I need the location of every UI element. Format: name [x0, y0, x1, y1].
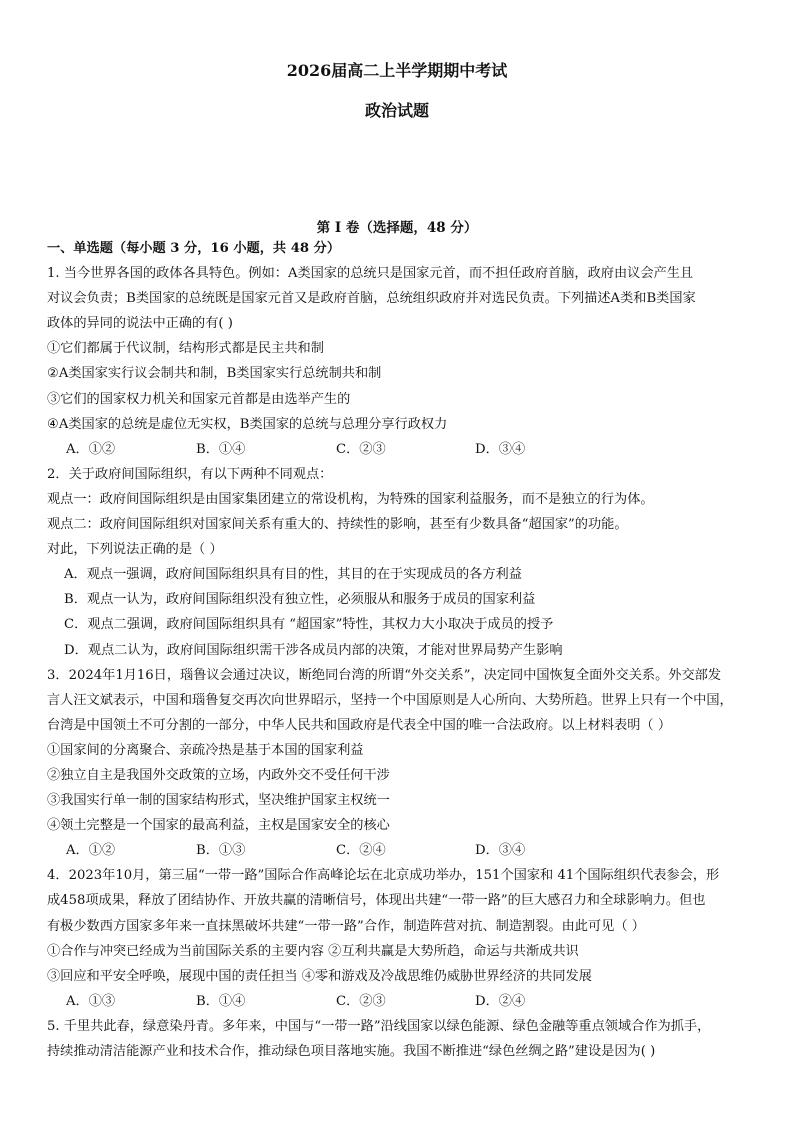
- option-a[interactable]: A．观点一强调，政府间国际组织具有目的性，其目的在于实现成员的各方利益: [64, 567, 522, 583]
- statement: ②独立自主是我国外交政策的立场，内政外交不受任何干涉: [47, 767, 390, 783]
- question-stem-line: 有极少数西方国家多年来一直抹黑破坏共建“一带一路”合作，制造阵营对抗、制造割裂。由此可见（ ）: [47, 918, 645, 934]
- answer-options: [47, 989, 767, 1014]
- option-d[interactable]: D．②④: [475, 993, 526, 1009]
- question-stem-line: 对此，下列说法正确的是（ ）: [47, 542, 223, 558]
- question-stem-line: 1. 当今世界各国的政体各具特色。例如：A类国家的总统只是国家元首，而不担任政府首脑，政府由议会产生且: [47, 266, 694, 282]
- question-1: [47, 261, 767, 462]
- statement: ④A类国家的总统是虚位无实权，B类国家的总统与总理分享行政权力: [47, 416, 448, 432]
- answer-options: [47, 437, 767, 462]
- question-stem-line: 3．2024年1月16日，瑙鲁议会通过决议，断绝同台湾的所谓“外交关系”，决定同中国恢复全面外交关系。外交部发: [47, 667, 722, 683]
- statement: ③我国实行单一制的国家结构形式，坚决维护国家主权统一: [47, 793, 390, 809]
- statement: ④领土完整是一个国家的最高利益，主权是国家安全的核心: [47, 818, 390, 834]
- option-c[interactable]: C．②③: [336, 441, 386, 457]
- question-stem-line: 持续推动清洁能源产业和技术合作，推动绿色项目落地实施。我国不断推进“绿色丝绸之路”建设是因为( ): [47, 1044, 656, 1059]
- option-b[interactable]: B．①④: [196, 441, 246, 457]
- statement: ①它们都属于代议制，结构形式都是民主共和制: [47, 341, 324, 357]
- statement: ②A类国家实行议会制共和制，B类国家实行总统制共和制: [47, 366, 382, 382]
- volume-title: 第 I 卷（选择题，48 分）: [316, 220, 478, 236]
- option-d[interactable]: D．③④: [475, 441, 526, 457]
- option-c[interactable]: C．②④: [336, 843, 386, 859]
- question-stem-line: 言人汪文斌表示，中国和瑙鲁复交再次向世界昭示，坚持一个中国原则是人心所向、大势所趋。世界上只有一个中国，: [47, 692, 733, 708]
- statement: ③它们的国家权力机关和国家元首都是由选举产生的: [47, 391, 351, 407]
- option-b[interactable]: B．①③: [196, 843, 246, 859]
- question-stem-line: 政体的异同的说法中正确的有( ): [47, 316, 233, 332]
- exam-title: 2026届高二上半学期期中考试: [286, 61, 508, 80]
- answer-options: [47, 838, 767, 863]
- option-a[interactable]: A．①③: [66, 993, 116, 1009]
- statement: ①合作与冲突已经成为当前国际关系的主要内容 ②互利共赢是大势所趋，命运与共渐成共识: [47, 943, 579, 959]
- section-title: 一、单选题（每小题 3 分，16 小题，共 48 分）: [47, 241, 341, 256]
- question-3: [47, 663, 767, 864]
- option-b[interactable]: B．①④: [196, 993, 246, 1009]
- option-c[interactable]: C．②③: [336, 993, 386, 1009]
- question-stem-line: 观点一：政府间国际组织是由国家集团建立的常设机构，为特殊的国家利益服务，而不是独立的行为体。: [47, 491, 654, 507]
- question-stem-line: 4．2023年10月，第三届“一带一路”国际合作高峰论坛在北京成功举办，151个国家和 41个国际组织代表参会，形: [47, 868, 720, 884]
- exam-subtitle: 政治试题: [364, 101, 429, 120]
- question-stem-line: 对议会负责；B类国家的总统既是国家元首又是政府首脑，总统组织政府并对选民负责。下列描述A类和B类国家: [47, 291, 696, 307]
- statement: ③回应和平安全呼唤，展现中国的责任担当 ④零和游戏及冷战思维仍威胁世界经济的共同发展: [47, 968, 592, 984]
- question-stem-line: 台湾是中国领土不可分割的一部分，中华人民共和国政府是代表全中国的唯一合法政府。以上材料表明（ ）: [47, 717, 672, 733]
- question-4: [47, 863, 767, 1014]
- question-stem-line: 2．关于政府间国际组织，有以下两种不同观点：: [47, 466, 333, 482]
- option-b[interactable]: B．观点一认为，政府间国际组织没有独立性，必须服从和服务于成员的国家利益: [64, 592, 536, 608]
- question-stem-line: 成458项成果，释放了团结协作、开放共赢的清晰信号，体现出共建“一带一路”的巨大感召力和全球影响力。但也: [47, 893, 706, 909]
- question-2: [47, 462, 767, 663]
- option-d[interactable]: D．③④: [475, 843, 526, 859]
- option-d[interactable]: D．观点二认为，政府间国际组织需干涉各成员内部的决策，才能对世界局势产生影响: [64, 642, 563, 658]
- question-stem-line: 5. 千里共此春，绿意染丹青。多年来，中国与“一带一路”沿线国家以绿色能源、绿色金融等重点领域合作为抓手，: [47, 1018, 711, 1034]
- question-5: [47, 1014, 767, 1064]
- question-content: [47, 236, 767, 1064]
- option-c[interactable]: C．观点二强调，政府间国际组织具有 “超国家”特性，其权力大小取决于成员的授予: [64, 617, 554, 633]
- option-a[interactable]: A．①②: [66, 843, 116, 859]
- statement: ①国家间的分离聚合、亲疏冷热是基于本国的国家利益: [47, 742, 364, 758]
- option-a[interactable]: A．①②: [66, 441, 116, 457]
- question-stem-line: 观点二：政府间国际组织对国家间关系有重大的、持续性的影响，甚至有少数具备“超国家”的功能。: [47, 517, 628, 533]
